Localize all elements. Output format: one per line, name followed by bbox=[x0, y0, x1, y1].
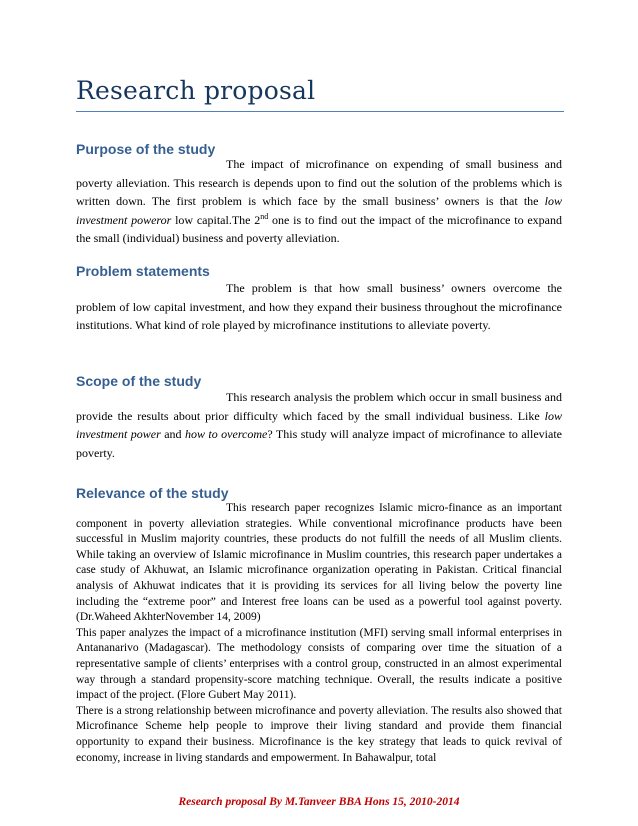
heading-scope: Scope of the study bbox=[76, 373, 202, 389]
scope-italic-1: low investment power bbox=[76, 408, 562, 441]
scope-italic-2: how to overcome bbox=[184, 427, 268, 441]
purpose-text-c: one is to find out the impact of the microfinance to expand the small (individual) business and poverty alleviation. bbox=[76, 212, 562, 245]
relevance-text-1: This research paper recognizes Islamic micro-finance as an important component in poverty alleviation strategies. While conventional microfinance products have been successful in Muslim majority countries, these products do not fulfill the needs of all Muslim clients. While taking an overview of Islamic microfinance in Muslim countries, this research paper undertakes a case study of Akhuwat, an Islamic microfinance organization operating in Pakistan. Critical financial analysis of Akhuwat indicates that it is providing its services for all living below the poverty line including the “extreme poor” and Interest free loans can be used as a powerful tool against poverty. (Dr.Waheed AkhterNovember 14, 2009) bbox=[76, 502, 562, 624]
page-footer: Research proposal By M.Tanveer BBA Hons 15, 2010-2014 bbox=[178, 796, 460, 808]
problem-text: The problem is that how small business’ owners overcome the problem of low capital investment, and how they expand their business throughout the microfinance institutions. What kind of role played by microfinance institutions to alleviate poverty. bbox=[76, 281, 562, 332]
purpose-italic: low investment poweror bbox=[76, 194, 562, 227]
heading-purpose: Purpose of the study bbox=[76, 141, 216, 157]
heading-problem: Problem statements bbox=[76, 263, 210, 279]
purpose-superscript: nd bbox=[260, 211, 269, 221]
purpose-text-b: low capital.The 2 bbox=[171, 212, 261, 227]
scope-text-mid: and bbox=[160, 427, 185, 441]
title-underline bbox=[76, 111, 564, 112]
relevance-text-2: This paper analyzes the impact of a microfinance institution (MFI) serving small informal enterprises in Antananarivo (Madagascar). The methodology consists of comparing over time the situation of a representative sample of clients’ enterprises with a control group, constructed in an almost experimental way through a standard propensity-score matching technique. Overall, the results indicate a positive impact of the project. (Flore Gubert May 2011). bbox=[76, 626, 562, 702]
paragraph-purpose bbox=[76, 155, 562, 248]
relevance-text-3: There is a strong relationship between microfinance and poverty alleviation. The results also showed that Microfinance Scheme help people to improve their living standard and provide them financial opportunity to expand their business. Microfinance is the key strategy that leads to quick revival of economy, increase in living standards and empowerment. In Bahawalpur, total bbox=[76, 704, 562, 764]
scope-text-a: This research analysis the problem which occur in small business and provide the results about prior difficulty which faced by the small individual business. Like bbox=[76, 390, 562, 423]
purpose-text-a: The impact of microfinance on expending of small business and poverty alleviation. This research is depends upon to find out the solution of the problems which is written down. The first problem is which face by the small business’ owners is that the bbox=[76, 157, 562, 208]
scope-text-end: ? This study will analyze impact of microfinance to alleviate poverty. bbox=[76, 427, 562, 460]
paragraph-relevance bbox=[76, 501, 562, 766]
paragraph-problem bbox=[76, 279, 562, 335]
paragraph-scope bbox=[76, 388, 562, 462]
page-title: Research proposal bbox=[76, 76, 316, 105]
heading-relevance: Relevance of the study bbox=[76, 485, 229, 501]
